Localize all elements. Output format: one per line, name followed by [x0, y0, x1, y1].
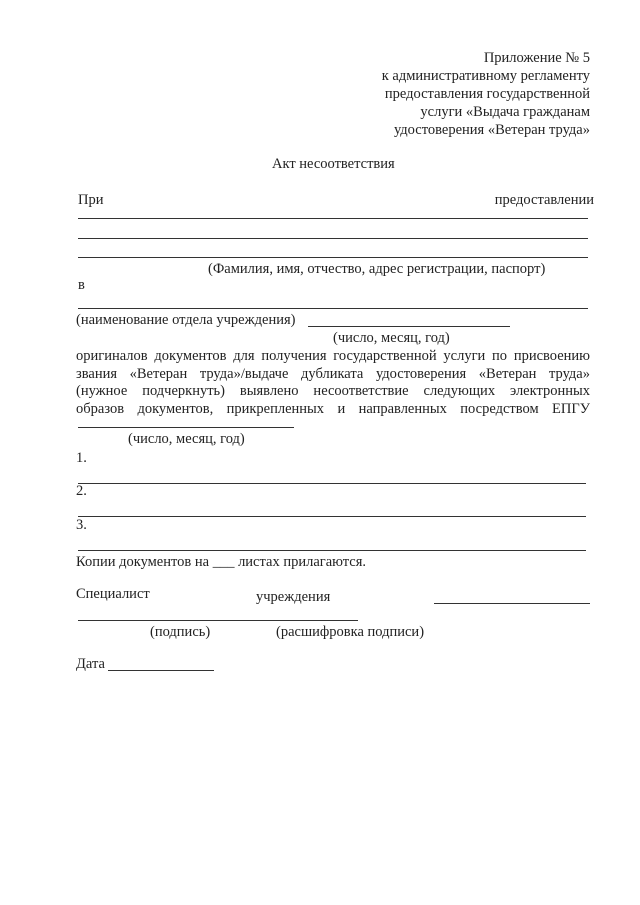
- fio-line-1: [78, 218, 588, 219]
- item-number-1: 1.: [76, 450, 87, 466]
- fio-line-2: [78, 238, 588, 239]
- fio-caption: (Фамилия, имя, отчество, адрес регистрации, паспорт): [208, 261, 546, 277]
- paragraph-line-1: оригиналов документов для получения государственной услуги по присвоению: [76, 348, 590, 364]
- signature-caption: (подпись): [150, 624, 211, 640]
- date-caption-1: (число, месяц, год): [333, 330, 450, 346]
- appendix-line-3: предоставления государственной: [384, 86, 590, 102]
- signature-line: [78, 620, 358, 621]
- document-title: Акт несоответствия: [272, 156, 395, 172]
- item-line-3: [78, 550, 586, 551]
- department-line: [78, 308, 588, 309]
- item-line-1: [78, 483, 586, 484]
- paragraph-line-2: звания «Ветеран труда»/выдаче дубликата удостоверения «Ветеран труда»: [76, 366, 590, 382]
- item-number-3: 3.: [76, 517, 87, 533]
- intro-left: При: [78, 192, 104, 208]
- appendix-line-2: к административному регламенту: [381, 68, 590, 84]
- in-word: в: [78, 277, 85, 293]
- fio-line-3: [78, 257, 588, 258]
- date-blank-line: [108, 670, 214, 671]
- signature-decoding-caption: (расшифровка подписи): [276, 624, 425, 640]
- date-line-1: [308, 326, 510, 327]
- appendix-line-4: услуги «Выдача гражданам: [420, 104, 590, 120]
- date-line-2: [78, 427, 294, 428]
- department-caption: (наименование отдела учреждения): [76, 312, 296, 328]
- copies-text: Копии документов на ___ листах прилагаются.: [76, 554, 367, 570]
- appendix-line-5: удостоверения «Ветеран труда»: [393, 122, 590, 138]
- institution-label: учреждения: [256, 589, 331, 605]
- appendix-number: Приложение № 5: [483, 50, 590, 66]
- date-caption-2: (число, месяц, год): [128, 431, 245, 447]
- item-number-2: 2.: [76, 483, 87, 499]
- specialist-name-line: [434, 603, 590, 604]
- paragraph-line-4: образов документов, прикрепленных и направленных посредством ЕПГУ: [76, 401, 590, 417]
- specialist-label: Специалист: [76, 586, 150, 602]
- intro-right: предоставлении: [494, 192, 594, 208]
- paragraph-line-3: (нужное подчеркнуть) выявлено несоответствие следующих электронных: [76, 383, 590, 399]
- item-line-2: [78, 516, 586, 517]
- date-label: Дата: [76, 656, 105, 672]
